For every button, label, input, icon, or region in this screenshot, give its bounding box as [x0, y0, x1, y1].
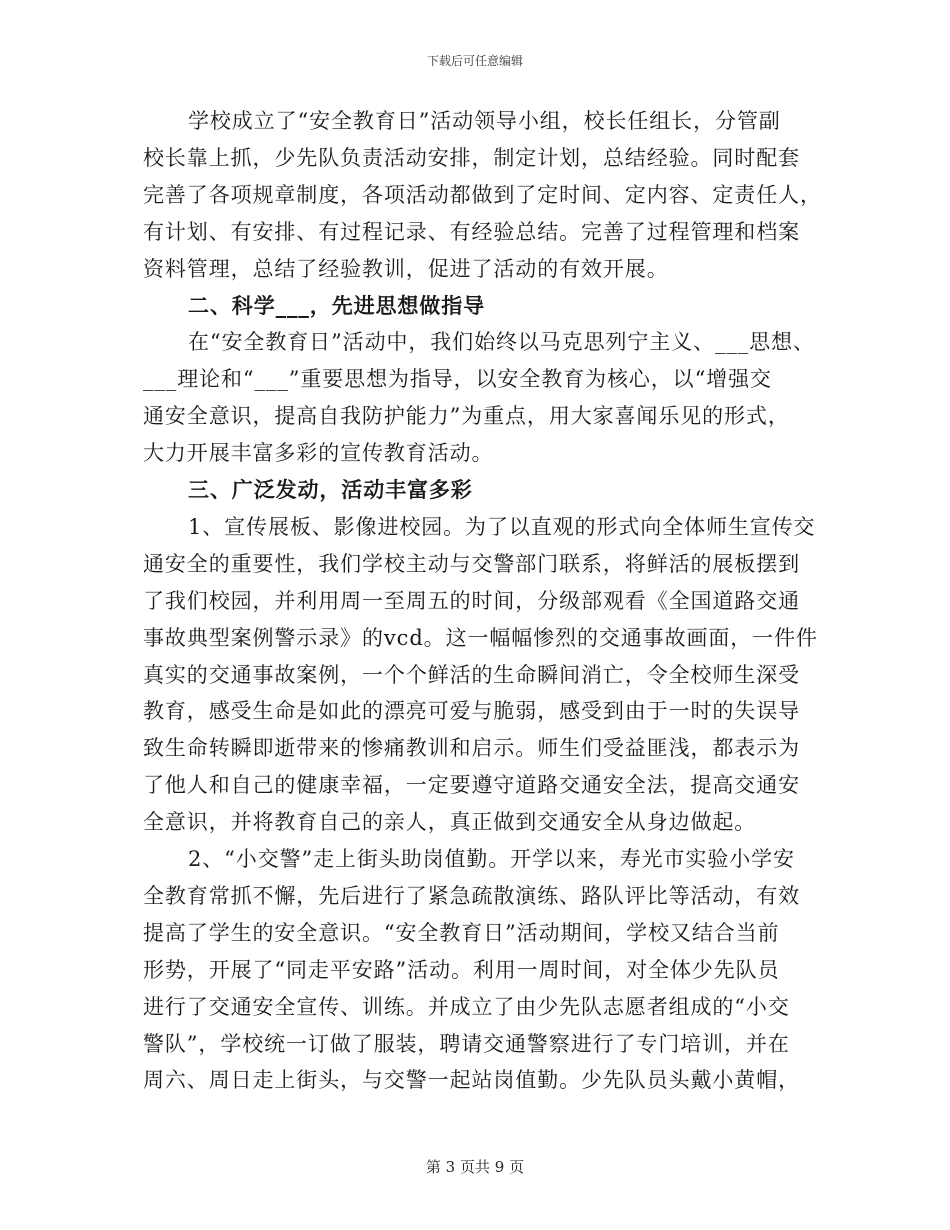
paragraph-line: 校长靠上抓，少先队负责活动安排，制定计划，总结经验。同时配套 [143, 146, 800, 170]
paragraph-line: 全教育常抓不懈，先后进行了紧急疏散演练、路队评比等活动，有效 [143, 884, 800, 908]
paragraph-line: 周六、周日走上街头，与交警一起站岗值勤。少先队员头戴小黄帽， [143, 1068, 800, 1092]
paragraph-line: 通安全的重要性，我们学校主动与交警部门联系，将鲜活的展板摆到 [143, 552, 800, 576]
paragraph-line: 了他人和自己的健康幸福，一定要遵守道路交通安全法，提高交通安 [143, 773, 800, 797]
paragraph-line: 致生命转瞬即逝带来的惨痛教训和启示。师生们受益匪浅，都表示为 [143, 736, 800, 760]
paragraph-line: 进行了交通安全宣传、训练。并成立了由少先队志愿者组成的“小交 [143, 995, 790, 1019]
paragraph-line: 通安全意识，提高自我防护能力”为重点，用大家喜闻乐见的形式， [143, 404, 790, 428]
paragraph-line: 完善了各项规章制度，各项活动都做到了定时间、定内容、定责任人， [143, 183, 822, 207]
paragraph-line: 提高了学生的安全意识。“安全教育日”活动期间，学校又结合当前 [143, 921, 780, 945]
paragraph-line: 真实的交通事故案例，一个个鲜活的生命瞬间消亡，令全校师生深受 [143, 663, 800, 687]
paragraph-line: 形势，开展了“同走平安路”活动。利用一周时间，对全体少先队员 [143, 958, 780, 982]
paragraph-line: 教育，感受生命是如此的漂亮可爱与脆弱，感受到由于一时的失误导 [143, 699, 800, 723]
paragraph-line: 了我们校园，并利用周一至周五的时间，分级部观看《全国道路交通 [143, 589, 800, 613]
page-footer: 第 3 页共 9 页 [425, 1158, 525, 1176]
paragraph-line: ___理论和“___”重要思想为指导，以安全教育为核心，以“增强交 [143, 367, 772, 391]
section-heading: 二、科学___，先进思想做指导 [188, 293, 485, 318]
paragraph-line: 1、宣传展板、影像进校园。为了以直观的形式向全体师生宣传交 [188, 515, 816, 539]
paragraph-line: 警队”，学校统一订做了服装，聘请交通警察进行了专门培训，并在 [143, 1032, 790, 1056]
paragraph-line: 在“安全教育日”活动中，我们始终以马克思列宁主义、___思想、 [188, 330, 815, 354]
paragraph-line: 有计划、有安排、有过程记录、有经验总结。完善了过程管理和档案 [143, 220, 800, 244]
paragraph-line: 事故典型案例警示录》的vcd。这一幅幅惨烈的交通事故画面，一件件 [143, 626, 818, 650]
paragraph-line: 资料管理，总结了经验教训，促进了活动的有效开展。 [143, 257, 669, 281]
page-header: 下载后可任意编辑 [426, 54, 523, 68]
paragraph-line: 2、“小交警”走上街头助岗值勤。开学以来，寿光市实验小学安 [188, 847, 795, 871]
paragraph-line: 学校成立了“安全教育日”活动领导小组，校长任组长，分管副 [188, 109, 781, 133]
section-heading: 三、广泛发动，活动丰富多彩 [188, 477, 473, 502]
paragraph-line: 全意识，并将教育自己的亲人，真正做到交通安全从身边做起。 [143, 810, 757, 834]
paragraph-line: 大力开展丰富多彩的宣传教育活动。 [143, 441, 494, 465]
